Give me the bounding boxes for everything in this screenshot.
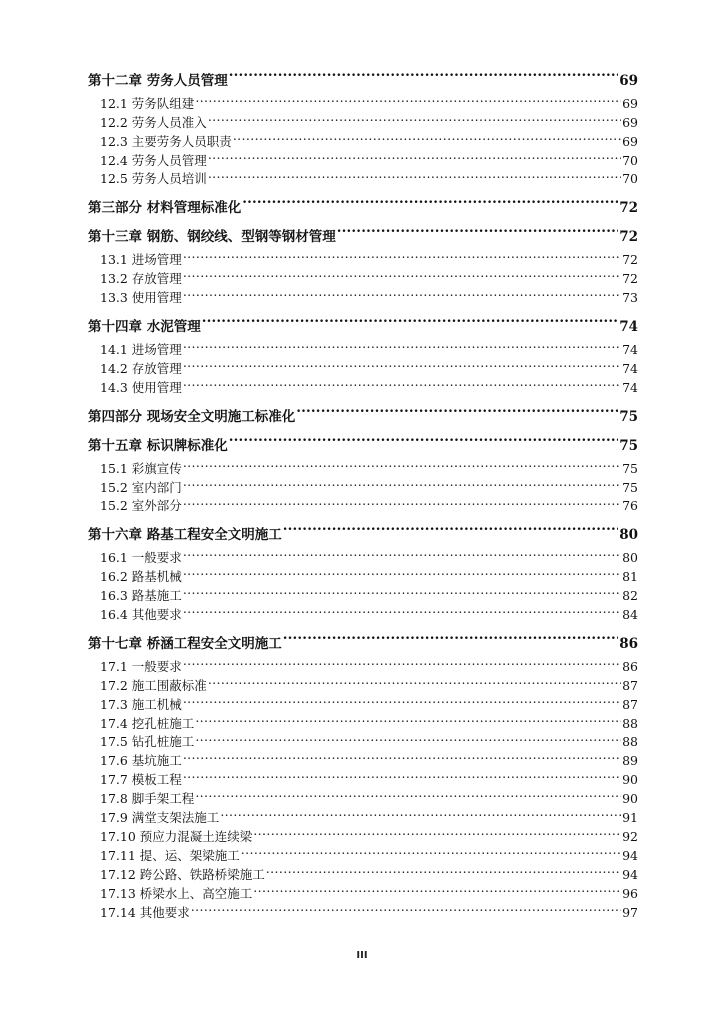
toc-entry-title: 17.3 施工机械 (100, 696, 182, 712)
toc-entry-page-number: 75 (622, 460, 638, 476)
toc-entry-page-number: 74 (622, 379, 638, 395)
toc-entry-title: 13.1 进场管理 (100, 252, 182, 268)
toc-entry-page-number: 80 (619, 527, 638, 544)
toc-entry-title: 17.1 一般要求 (100, 658, 182, 674)
toc-entry-title: 12.3 主要劳务人员职责 (100, 133, 232, 149)
toc-dot-leader (208, 146, 621, 165)
toc-entry-page-number: 88 (622, 734, 638, 750)
toc-entry-title: 第十二章 劳务人员管理 (88, 73, 228, 89)
toc-dot-leader (253, 822, 621, 841)
toc-entry-page-number: 75 (619, 437, 638, 454)
toc-entry-page-number: 90 (622, 791, 638, 807)
toc-entry-page-number: 94 (622, 847, 638, 863)
toc-entry-page-number: 69 (619, 73, 638, 89)
toc-entry-page-number: 86 (622, 658, 638, 674)
toc-entry-page-number: 88 (622, 715, 638, 731)
toc-dot-leader (183, 454, 621, 473)
toc-dot-leader (220, 803, 621, 822)
toc-entry-page-number: 87 (622, 696, 638, 712)
toc-dot-leader (183, 264, 621, 283)
toc-entry-title: 14.3 使用管理 (100, 379, 182, 395)
toc-dot-leader (183, 354, 621, 373)
toc-heading-entry[interactable] (88, 187, 638, 217)
toc-dot-leader (266, 860, 621, 879)
toc-dot-leader (233, 127, 621, 146)
toc-dot-leader (191, 898, 621, 917)
toc-dot-leader (208, 671, 621, 690)
toc-entry-title: 13.3 使用管理 (100, 290, 182, 306)
toc-entry-title: 17.8 脚手架工程 (100, 791, 195, 807)
toc-entry-title: 12.4 劳务人员管理 (100, 152, 207, 168)
toc-dot-leader (183, 746, 621, 765)
toc-entry-title: 12.1 劳务队组建 (100, 95, 195, 111)
toc-dot-leader (208, 108, 621, 127)
toc-dot-leader (183, 690, 621, 709)
toc-dot-leader (208, 165, 621, 184)
toc-heading-entry[interactable] (88, 396, 638, 425)
toc-entry-page-number: 86 (619, 636, 638, 653)
toc-dot-leader (183, 473, 621, 492)
toc-entry-title: 17.14 其他要求 (100, 904, 190, 920)
toc-entry-title: 17.6 基坑施工 (100, 753, 182, 769)
table-of-contents (88, 60, 638, 920)
toc-entry-title: 16.2 路基机械 (100, 569, 182, 585)
toc-entry-title: 17.11 提、运、架梁施工 (100, 847, 240, 863)
toc-heading-entry[interactable] (88, 514, 638, 544)
toc-entry-page-number: 69 (622, 114, 638, 130)
toc-entry-page-number: 70 (622, 152, 638, 168)
toc-dot-leader (229, 425, 619, 450)
toc-entry-page-number: 75 (619, 408, 638, 425)
toc-entry-page-number: 82 (622, 588, 638, 604)
toc-dot-leader (241, 841, 621, 860)
toc-entry-page-number: 96 (622, 885, 638, 901)
toc-entry-page-number: 72 (619, 229, 638, 246)
toc-dot-leader (242, 187, 618, 212)
toc-entry-page-number: 94 (622, 866, 638, 882)
toc-dot-leader (183, 581, 621, 600)
toc-dot-leader (283, 623, 619, 648)
toc-entry-page-number: 72 (619, 200, 638, 217)
toc-entry-title: 15.2 室内部门 (100, 479, 182, 495)
toc-entry-page-number: 92 (622, 828, 638, 844)
toc-entry-page-number: 72 (622, 252, 638, 268)
toc-entry-page-number: 80 (622, 550, 638, 566)
toc-entry-title: 17.4 挖孔桩施工 (100, 715, 195, 731)
toc-entry-title: 15.1 彩旗宣传 (100, 460, 182, 476)
toc-entry-title: 16.3 路基施工 (100, 588, 182, 604)
toc-dot-leader (283, 514, 619, 539)
toc-entry-title: 第三部分 材料管理标准化 (88, 200, 242, 217)
toc-entry-page-number: 91 (622, 810, 638, 826)
toc-dot-leader (202, 306, 619, 331)
toc-entry-title: 14.1 进场管理 (100, 342, 182, 358)
toc-entry-title: 16.4 其他要求 (100, 607, 182, 623)
toc-dot-leader (183, 600, 621, 619)
toc-dot-leader (195, 709, 621, 728)
toc-entry-title: 第十五章 标识牌标准化 (88, 437, 228, 454)
toc-entry-title: 第十三章 钢筋、钢绞线、型钢等钢材管理 (88, 229, 336, 246)
toc-dot-leader (183, 283, 621, 302)
toc-entry-title: 12.2 劳务人员准入 (100, 114, 207, 130)
page-number: III (356, 950, 368, 961)
toc-dot-leader (183, 562, 621, 581)
toc-entry-title: 17.7 模板工程 (100, 772, 182, 788)
toc-entry-page-number: 84 (622, 607, 638, 623)
toc-entry-title: 17.9 满堂支架法施工 (100, 810, 220, 826)
toc-dot-leader (229, 60, 619, 85)
toc-entry-page-number: 74 (622, 360, 638, 376)
toc-entry-page-number: 69 (622, 95, 638, 111)
toc-entry-title: 12.5 劳务人员培训 (100, 171, 207, 187)
toc-entry-page-number: 74 (619, 319, 638, 336)
toc-dot-leader (183, 492, 621, 511)
toc-entry-title: 14.2 存放管理 (100, 360, 182, 376)
toc-entry-title: 17.13 桥梁水上、高空施工 (100, 885, 253, 901)
toc-dot-leader (183, 765, 621, 784)
toc-entry-page-number: 76 (622, 498, 638, 514)
toc-entry-page-number: 87 (622, 677, 638, 693)
toc-entry-title: 第十四章 水泥管理 (88, 319, 201, 336)
toc-entry-page-number: 75 (622, 479, 638, 495)
toc-heading-entry[interactable] (88, 60, 638, 89)
toc-dot-leader (183, 373, 621, 392)
toc-entry-page-number: 74 (622, 342, 638, 358)
toc-heading-entry[interactable] (88, 623, 638, 653)
toc-dot-leader (195, 728, 621, 747)
toc-entry-title: 17.10 预应力混凝土连续梁 (100, 828, 253, 844)
toc-entry-title: 16.1 一般要求 (100, 550, 182, 566)
toc-dot-leader (253, 879, 621, 898)
toc-entry-page-number: 73 (622, 290, 638, 306)
toc-entry-title: 第十七章 桥涵工程安全文明施工 (88, 636, 282, 653)
toc-entry-page-number: 81 (622, 569, 638, 585)
toc-entry-title: 17.2 施工围蔽标准 (100, 677, 207, 693)
toc-entry-page-number: 90 (622, 772, 638, 788)
toc-entry-title: 13.2 存放管理 (100, 271, 182, 287)
toc-dot-leader (183, 245, 621, 264)
toc-entry-title: 第四部分 现场安全文明施工标准化 (88, 408, 296, 425)
toc-entry-page-number: 97 (622, 904, 638, 920)
toc-heading-entry[interactable] (88, 306, 638, 336)
toc-entry-page-number: 70 (622, 171, 638, 187)
toc-dot-leader (195, 89, 621, 108)
toc-entry-title: 第十六章 路基工程安全文明施工 (88, 527, 282, 544)
toc-entry-page-number: 69 (622, 133, 638, 149)
toc-dot-leader (195, 784, 621, 803)
toc-entry-page-number: 72 (622, 271, 638, 287)
toc-entry-title: 17.12 跨公路、铁路桥梁施工 (100, 866, 265, 882)
toc-dot-leader (296, 396, 618, 421)
toc-dot-leader (337, 216, 619, 241)
toc-dot-leader (183, 335, 621, 354)
toc-dot-leader (183, 652, 621, 671)
toc-entry-title: 15.2 室外部分 (100, 498, 182, 514)
toc-dot-leader (183, 543, 621, 562)
toc-entry-title: 17.5 钻孔桩施工 (100, 734, 195, 750)
toc-entry-page-number: 89 (622, 753, 638, 769)
